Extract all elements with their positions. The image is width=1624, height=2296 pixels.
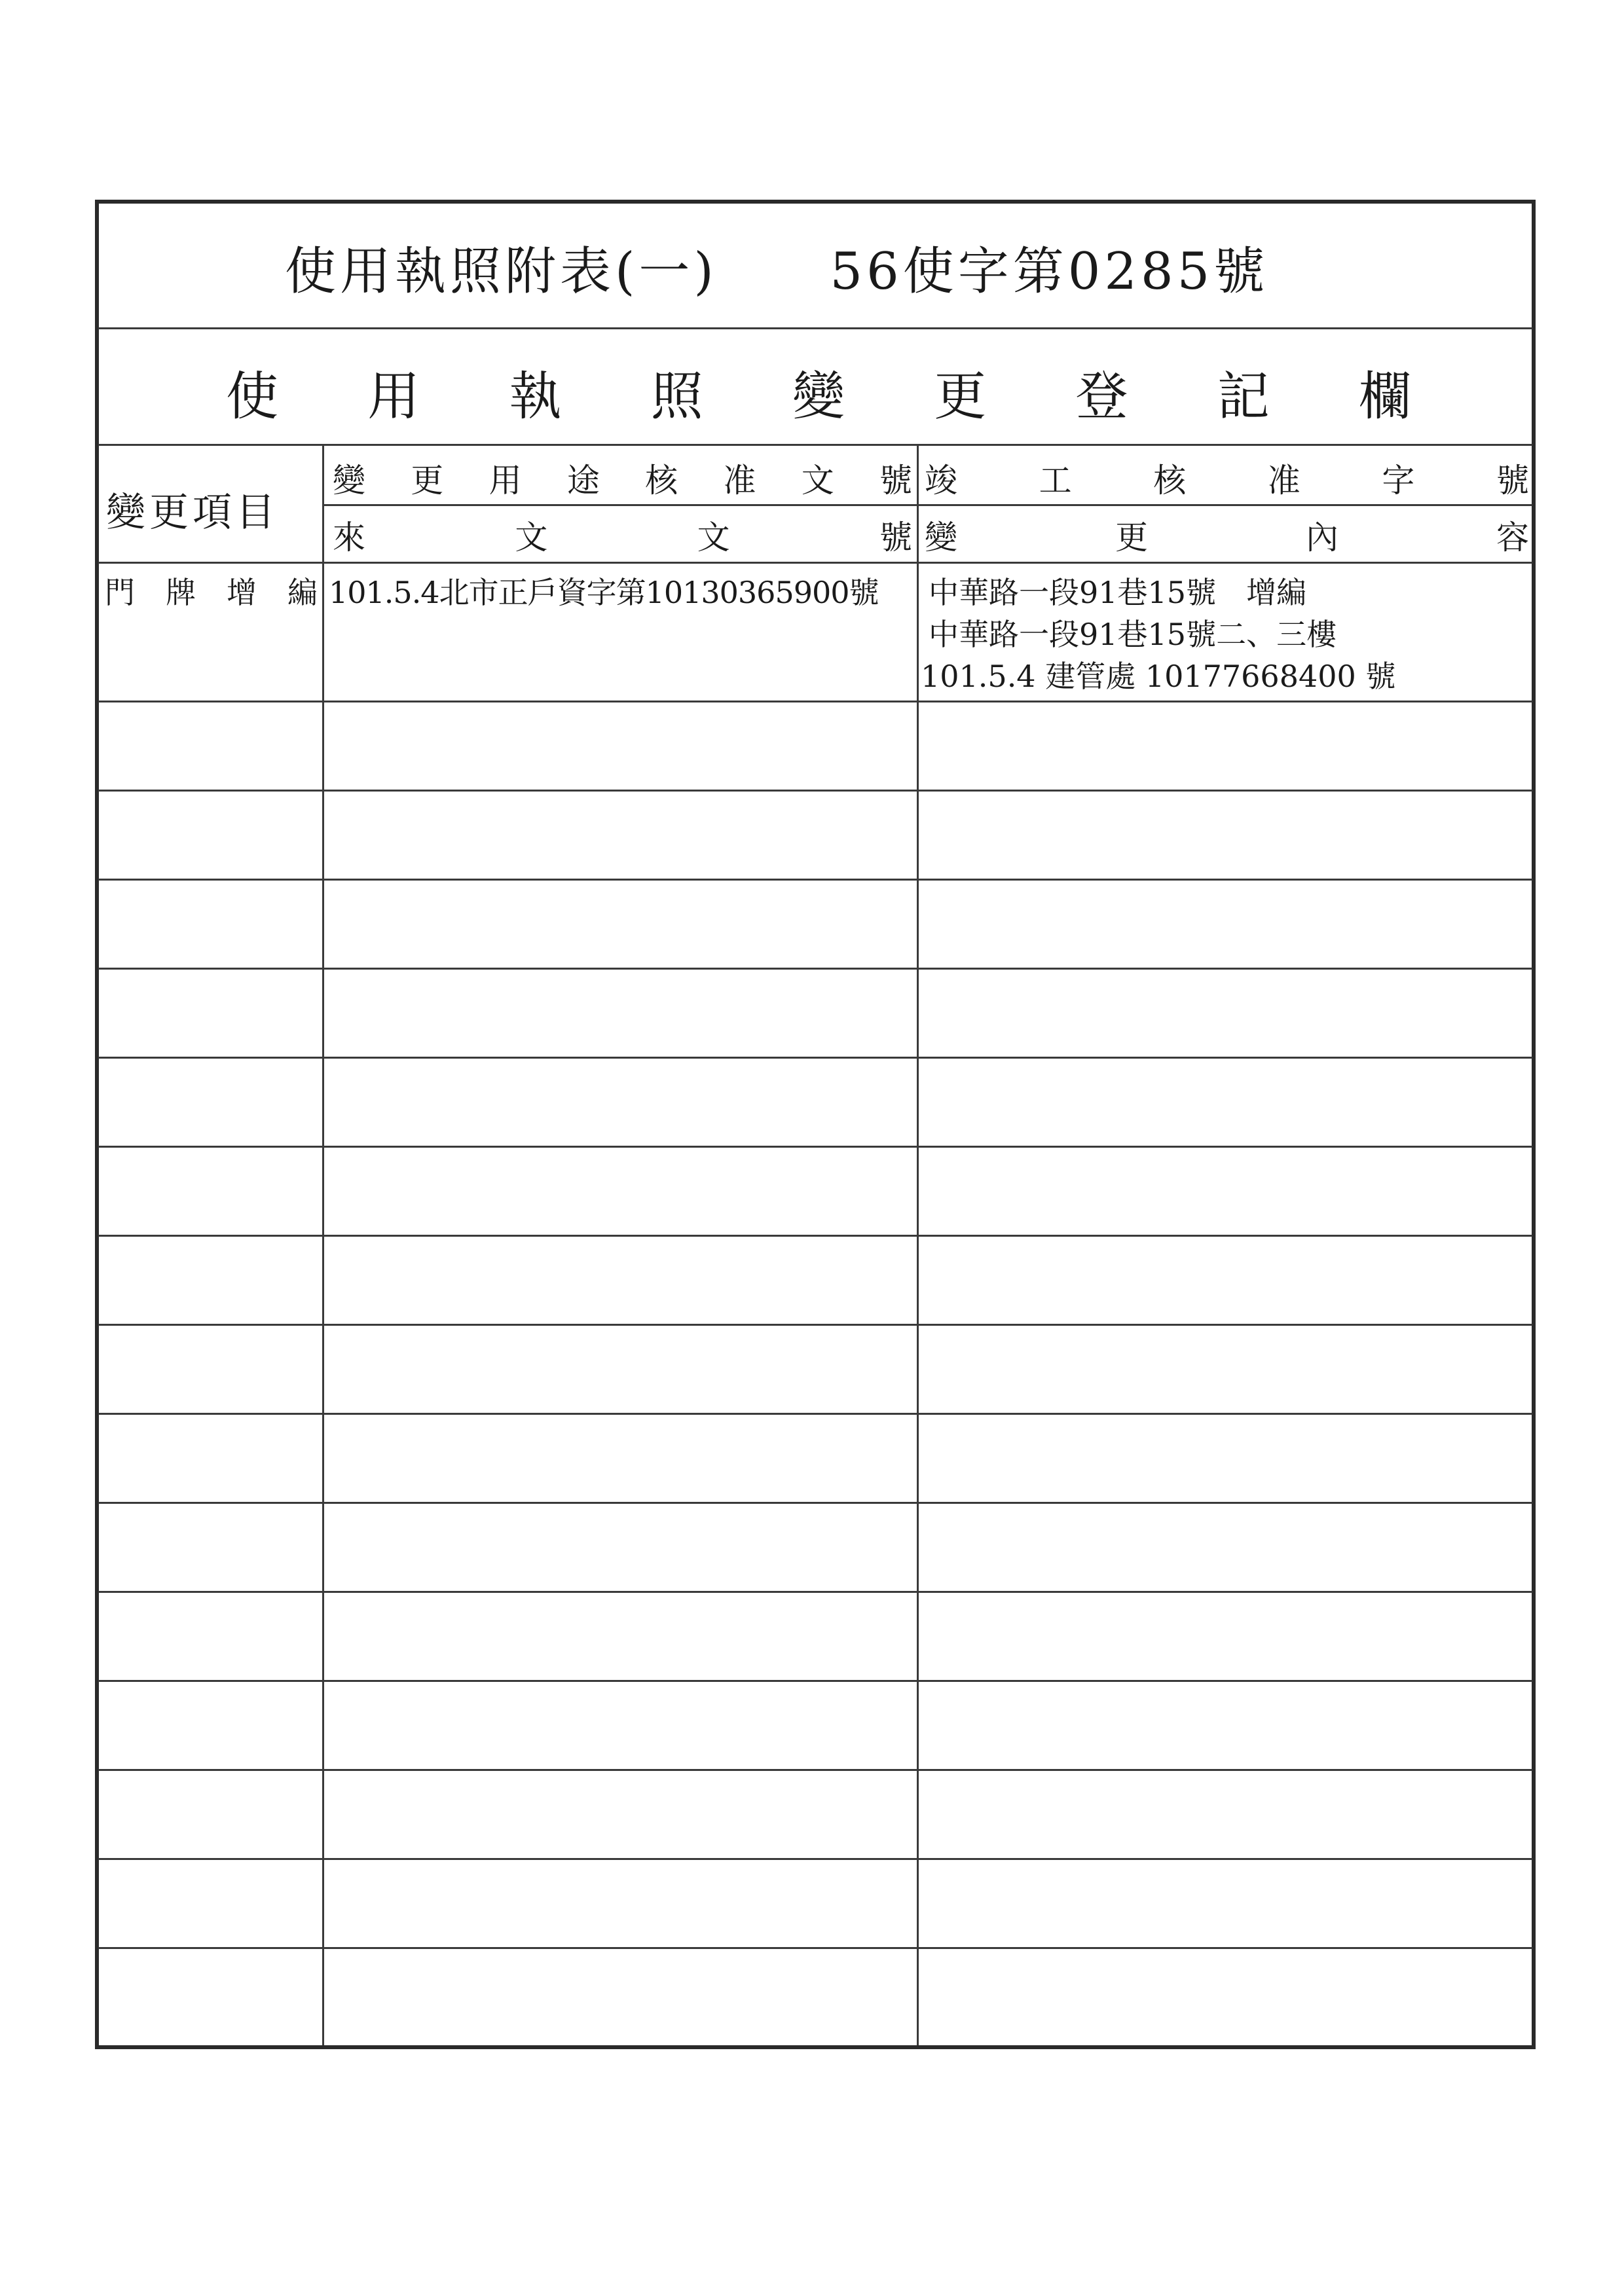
column-divider [917, 444, 919, 2045]
row-divider [98, 1502, 1532, 1504]
header-change-content: 變 更 內 容 [925, 519, 1529, 556]
divider [98, 327, 1532, 329]
row-divider [98, 1769, 1532, 1771]
row-divider [98, 1057, 1532, 1059]
header-approval-doc: 變 更 用 途 核 准 文 號 [333, 462, 912, 500]
header-incoming-doc: 來 文 文 號 [333, 519, 912, 556]
row-divider [98, 1235, 1532, 1237]
row-divider [98, 1680, 1532, 1682]
column-divider [322, 444, 324, 2045]
row-divider [98, 1146, 1532, 1148]
row1-change-line-1: 中華路一段91巷15號 增編 [929, 575, 1307, 610]
row1-change-item: 門 牌 增 編 [105, 575, 318, 610]
row-divider [98, 1324, 1532, 1326]
row1-incoming-doc: 101.5.4北市正戶資字第10130365900號 [329, 575, 879, 610]
row-divider [98, 1413, 1532, 1415]
divider [98, 444, 1532, 446]
row-divider [98, 968, 1532, 970]
form-title-main: 使用執照附表(一) [285, 242, 718, 301]
divider [322, 504, 1532, 506]
row-divider [98, 790, 1532, 792]
header-completion-no: 竣 工 核 准 字 號 [925, 462, 1529, 500]
row-divider [98, 1858, 1532, 1860]
row-divider [98, 1947, 1532, 1949]
row-divider [98, 1591, 1532, 1593]
section-title: 使 用 執 照 變 更 登 記 欄 [226, 365, 1411, 427]
header-item: 變更項目 [106, 490, 279, 536]
row1-change-line-2: 中華路一段91巷15號二、三樓 [929, 617, 1337, 652]
row-divider [98, 879, 1532, 881]
form-title-number: 56使字第0285號 [830, 242, 1269, 301]
divider [98, 562, 1532, 564]
form-title [285, 230, 1268, 304]
row-divider [98, 701, 1532, 702]
row1-change-line-3: 101.5.4 建管處 10177668400 號 [921, 659, 1396, 694]
